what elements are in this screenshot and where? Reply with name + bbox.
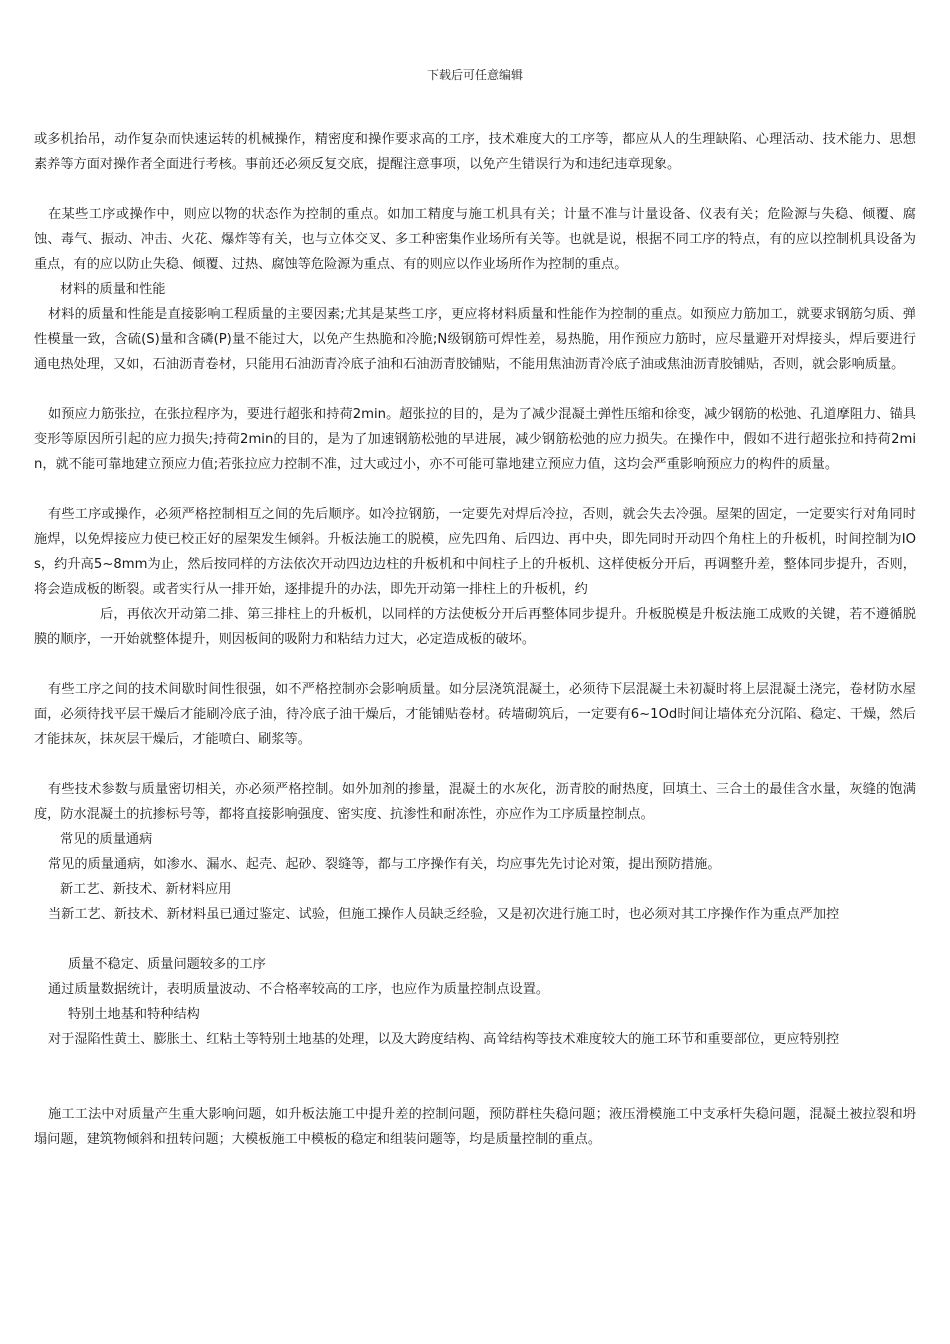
- paragraph: 通过质量数据统计，表明质量波动、不合格率较高的工序，也应作为质量控制点设置。: [48, 982, 550, 997]
- section-heading: 质量不稳定、质量问题较多的工序: [68, 957, 266, 972]
- paragraph: 材料的质量和性能是直接影响工程质量的主要因素;尤其是某些工序，更应将材料质量和性能作为控制的重点。如预应力筋加工，就要求钢筋匀质、弹性模量一致，含硫(S)量和含磷(P)量不能过大，以免产生热脆和冷脆;N级钢筋可焊性差，易热脆，用作预应力筋时，应尽量避开对焊接头，焊后要进行通电热处理，又如，石油沥青卷材，只能用石油沥青冷底子油和石油沥青胶铺贴，不能用焦油沥青冷底子油或焦油沥青胶铺贴，否则，就会影响质量。: [34, 307, 916, 372]
- paragraph: 对于湿陷性黄土、膨胀土、红粘土等特别土地基的处理，以及大跨度结构、高耸结构等技术难度较大的施工环节和重要部位，更应特别控: [48, 1032, 840, 1047]
- paragraph: 或多机抬吊，动作复杂而快速运转的机械操作，精密度和操作要求高的工序，技术难度大的工序等，都应从人的生理缺陷、心理活动、技术能力、思想素养等方面对操作者全面进行考核。事前还必须反复交底，提醒注意事项，以免产生错误行为和违纪违章现象。: [34, 132, 916, 172]
- paragraph: 当新工艺、新技术、新材料虽已通过鉴定、试验，但施工操作人员缺乏经验，又是初次进行施工时，也必须对其工序操作作为重点严加控: [48, 907, 840, 922]
- paragraph: 有些技术参数与质量密切相关，亦必须严格控制。如外加剂的掺量，混凝土的水灰化，沥青胶的耐热度，回填土、三合土的最佳含水量，灰缝的饱满度，防水混凝土的抗掺标号等，都将直接影响强度、密实度、抗渗性和耐冻性，亦应作为工序质量控制点。: [34, 782, 916, 822]
- section-heading: 新工艺、新技术、新材料应用: [60, 882, 232, 897]
- page-header: 下载后可任意编辑: [426, 68, 523, 82]
- document-body: [34, 127, 916, 1152]
- paragraph: 有些工序之间的技术间歇时间性很强，如不严格控制亦会影响质量。如分层浇筑混凝土，必须待下层混凝土未初凝时将上层混凝土浇完，卷材防水屋面，必须待找平层干燥后才能刷冷底子油，待冷底子油干燥后，才能铺贴卷材。砖墙砌筑后，一定要有6~1Od时间让墙体充分沉陷、稳定、干燥，然后才能抹灰，抹灰层干燥后，才能喷白、刷浆等。: [34, 682, 916, 747]
- paragraph: 在某些工序或操作中，则应以物的状态作为控制的重点。如加工精度与施工机具有关；计量不准与计量设备、仪表有关；危险源与失稳、倾覆、腐蚀、毒气、振动、冲击、火花、爆炸等有关，也与立体交叉、多工种密集作业场所有关等。也就是说，根据不同工序的特点，有的应以控制机具设备为重点，有的应以防止失稳、倾覆、过热、腐蚀等危险源为重点、有的则应以作业场所作为控制的重点。: [34, 207, 916, 272]
- paragraph: 常见的质量通病，如渗水、漏水、起壳、起砂、裂缝等，都与工序操作有关，均应事先先讨论对策，提出预防措施。: [48, 857, 721, 872]
- paragraph: 有些工序或操作，必须严格控制相互之间的先后顺序。如冷拉钢筋，一定要先对焊后冷拉，否则，就会失去冷强。屋架的固定，一定要实行对角同时施焊，以免焊接应力使已校正好的屋架发生倾斜。升板法施工的脱模，应先四角、后四边、再中央，即先同时开动四个角柱上的升板机，时间控制为IOs，约升高5~8mm为止，然后按同样的方法依次开动四边边柱的升板机和中间柱子上的升板机、这样使板分开后，再调整升差，整体同步提升，否则，将会造成板的断裂。或者实行从一排开始，逐排提升的办法，即先开动第一排柱上的升板机，约: [34, 507, 916, 597]
- section-heading: 常见的质量通病: [60, 832, 153, 847]
- paragraph: 后，再依次开动第二排、第三排柱上的升板机，以同样的方法使板分开后再整体同步提升。升板脱模是升板法施工成败的关键，若不遵循脱膜的顺序，一开始就整体提升，则因板间的吸附力和粘结力过大，必定造成板的破坏。: [34, 607, 916, 647]
- section-heading: 特别土地基和特种结构: [68, 1007, 200, 1022]
- paragraph: 如预应力筋张拉，在张拉程序为，要进行超张和持荷2min。超张拉的目的，是为了减少混凝土弹性压缩和徐变，减少钢筋的松弛、孔道摩阻力、锚具变形等原因所引起的应力损失;持荷2min的目的，是为了加速钢筋松弛的早进展，减少钢筋松弛的应力损失。在操作中，假如不进行超张拉和持荷2min，就不能可靠地建立预应力值;若张拉应力控制不准，过大或过小，亦不可能可靠地建立预应力值，这均会严重影响预应力的构件的质量。: [34, 407, 916, 472]
- section-heading: 材料的质量和性能: [60, 282, 166, 297]
- paragraph: 施工工法中对质量产生重大影响问题，如升板法施工中提升差的控制问题，预防群柱失稳问题；液压滑模施工中支承杆失稳问题，混凝土被拉裂和坍塌问题，建筑物倾斜和扭转问题；大模板施工中模板的稳定和组装问题等，均是质量控制的重点。: [34, 1107, 916, 1147]
